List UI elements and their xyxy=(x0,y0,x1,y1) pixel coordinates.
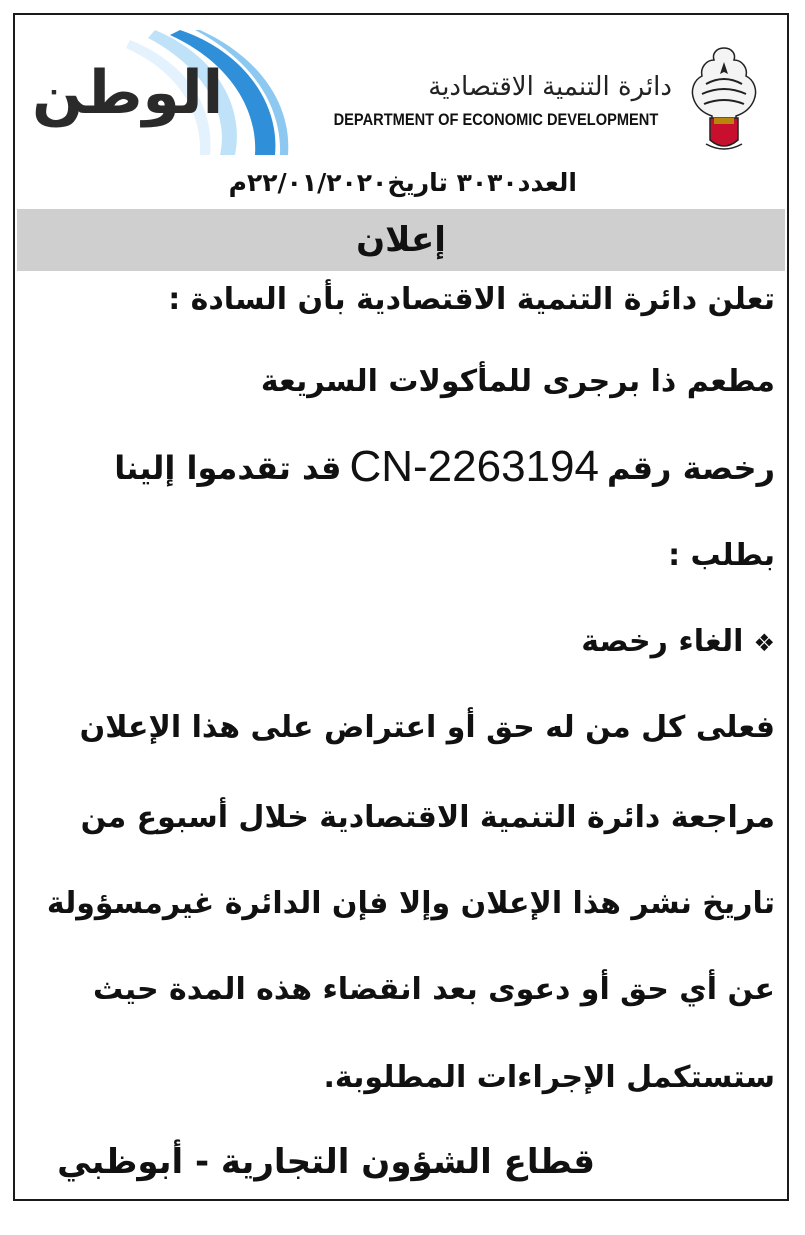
request-item-text: الغاء رخصة xyxy=(581,624,744,659)
company-name: مطعم ذا برجرى للمأكولات السريعة xyxy=(260,364,775,399)
license-prefix: رخصة رقم xyxy=(606,449,775,487)
paragraph-line-4: عن أي حق أو دعوى بعد انقضاء هذه المدة حيث xyxy=(92,972,775,1007)
paragraph-line-5: ستستكمل الإجراءات المطلوبة. xyxy=(323,1060,775,1095)
issue-date-line: العدد٣٠٣٠ تاريخ٢٢/٠١/٢٠٢٠م xyxy=(228,168,577,197)
footer-signature: قطاع الشؤون التجارية - أبوظبي xyxy=(57,1142,595,1182)
paragraph-line-2: مراجعة دائرة التنمية الاقتصادية خلال أسبوع من xyxy=(80,800,775,835)
newspaper-logo: الوطن xyxy=(32,58,224,128)
license-suffix: قد تقدموا إلينا xyxy=(114,449,342,487)
bullet-icon: ❖ xyxy=(753,629,775,657)
abu-dhabi-falcon-emblem-icon xyxy=(686,44,762,154)
paragraph-line-1: فعلى كل من له حق أو اعتراض على هذا الإعلان xyxy=(79,710,775,745)
department-name-arabic: دائرة التنمية الاقتصادية xyxy=(428,72,672,102)
department-name-english: DEPARTMENT OF ECONOMIC DEVELOPMENT xyxy=(333,110,659,129)
license-line xyxy=(114,440,775,490)
request-item xyxy=(581,624,775,659)
paragraph-line-3: تاريخ نشر هذا الإعلان وإلا فإن الدائرة غيرمسؤولة xyxy=(46,886,775,921)
request-label: بطلب : xyxy=(668,538,775,573)
notice-title: إعلان xyxy=(356,220,446,260)
title-bar xyxy=(17,209,785,271)
license-number: CN-2263194 xyxy=(349,442,599,491)
intro-line: تعلن دائرة التنمية الاقتصادية بأن السادة : xyxy=(168,282,775,317)
